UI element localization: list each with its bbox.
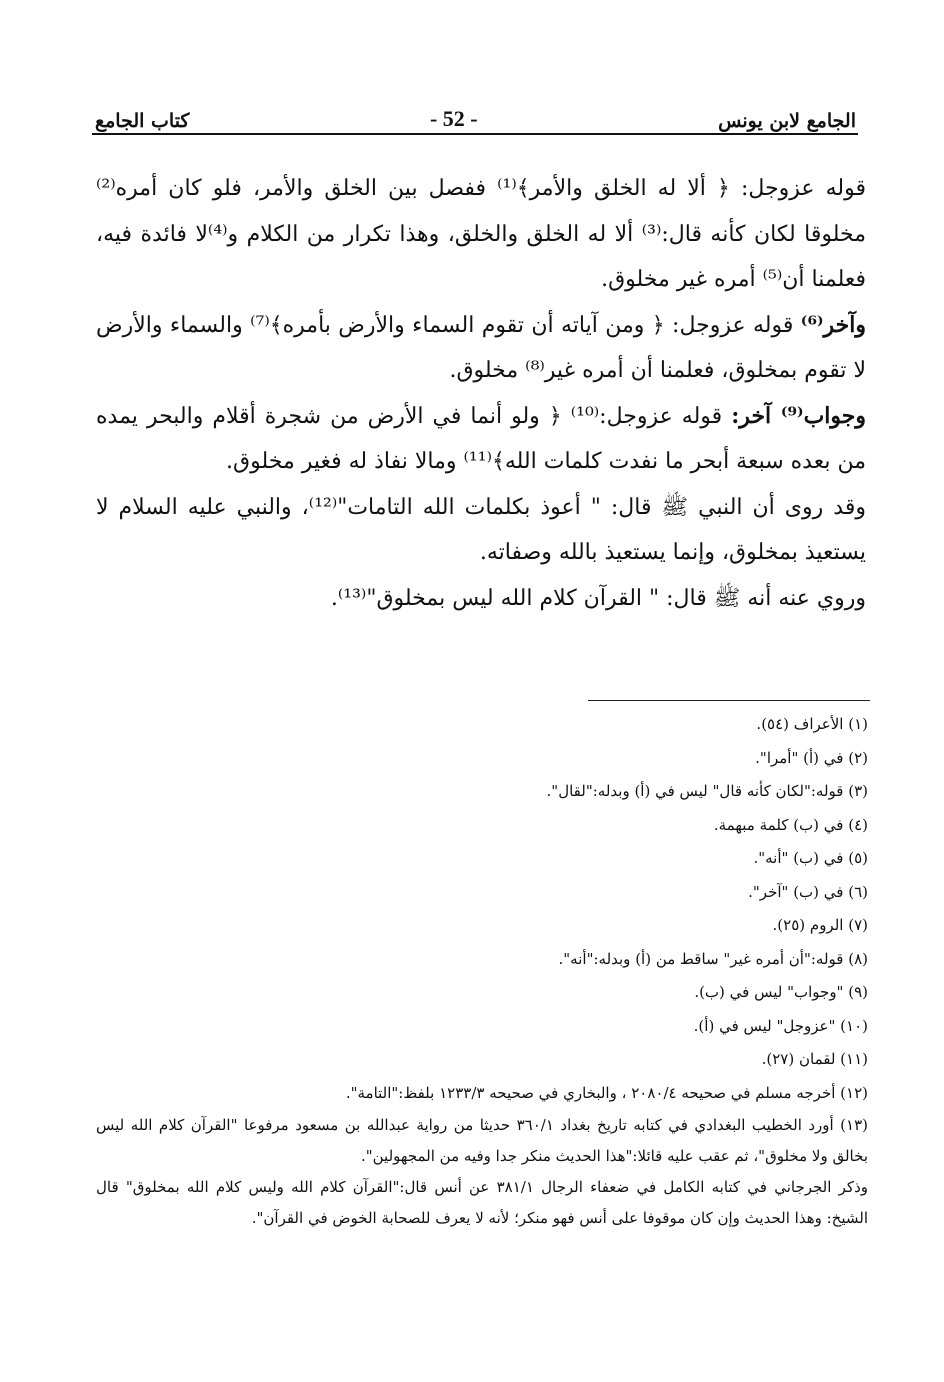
footnote-12: (١٢) أخرجه مسلم في صحيحه ٢٠٨٠/٤ ، والبخاري في صحيحه ١٢٣٣/٣ بلفظ:"التامة". (345, 1083, 868, 1102)
footnote-8: (٨) قوله:"أن أمره غير" ساقط من (أ) وبدله:"أنه". (558, 949, 868, 968)
footnote-13: (١٣) أورد الخطيب البغدادي في كتابه تاريخ بغداد ٣٦٠/١ حديثا من رواية عبدالله بن مسعود مرفوعا "القرآن كلام الله ليس بخالق ولا مخلوق"، ثم عقب عليه قائلا:"هذا الحديث منكر جدا وفيه من المجهولين". (96, 1116, 868, 1165)
footnote-3: (٣) قوله:"لكان كأنه قال" ليس في (أ) وبدله:"لقال". (546, 782, 868, 800)
footnote-separator (588, 700, 870, 701)
footnote-7: (٧) الروم (٢٥). (772, 916, 868, 934)
footnotes (96, 708, 868, 1234)
paragraph-2 (96, 303, 866, 394)
main-text (96, 166, 866, 621)
header-author-title: الجامع لابن يونس (718, 110, 856, 132)
page-number: - 52 - (429, 106, 478, 131)
paragraph-3-text: قوله عزوجل:⁽¹⁰⁾ ﴿ ولو أنما في الأرض من شجرة أقلام والبحر يمده من بعده سبعة أبحر ما نفدت كلمات الله﴾⁽¹¹⁾ ومالا نفاذ له فغير مخلوق. (96, 403, 866, 474)
header-rule (92, 133, 858, 135)
paragraph-2-lead: وآخر⁽⁶⁾ (800, 311, 866, 338)
footnote-13-continuation: وذكر الجرجاني في كتابه الكامل في ضعفاء الرجال ٣٨١/١ عن أنس قال:"القرآن كلام الله وليس كلام الله بمخلوق" قال الشيخ: وهذا الحديث وإن كان موقوفا على أنس فهو منكر؛ لأنه لا يعرف للصحابة الخوض في القرآن". (96, 1178, 868, 1227)
footnote-6: (٦) في (ب) "آخر". (748, 882, 868, 901)
footnote-4: (٤) في (ب) كلمة مبهمة. (713, 815, 868, 834)
footnote-10: (١٠) "عزوجل" ليس في (أ). (693, 1016, 868, 1035)
header-book-title: كتاب الجامع (95, 110, 190, 132)
footnote-11: (١١) لقمان (٢٧). (761, 1050, 868, 1068)
paragraph-4: وقد روى أن النبي ﷺ قال: " أعوذ بكلمات الله التامات"⁽¹²⁾، والنبي عليه السلام لا يستعيذ بمخلوق، وإنما يستعيذ بالله وصفاته. (96, 494, 866, 565)
footnote-5: (٥) في (ب) "أنه". (753, 849, 868, 867)
footnote-2: (٢) في (أ) "أمرا". (755, 748, 868, 767)
paragraph-1: قوله عزوجل: ﴿ ألا له الخلق والأمر﴾⁽¹⁾ ففصل بين الخلق والأمر، فلو كان أمره⁽²⁾ مخلوقا لكان كأنه قال:⁽³⁾ ألا له الخلق والخلق، وهذا تكرار من الكلام و⁽⁴⁾لا فائدة فيه، فعلمنا أن⁽⁵⁾ أمره غير مخلوق. (96, 176, 866, 292)
footnote-1: (١) الأعراف (٥٤). (756, 715, 868, 733)
paragraph-2-text: قوله عزوجل: ﴿ ومن آياته أن تقوم السماء والأرض بأمره﴾⁽⁷⁾ والسماء والأرض لا تقوم بمخلوق، فعلمنا أن أمره غير⁽⁸⁾ مخلوق. (96, 312, 866, 383)
paragraph-3 (96, 394, 866, 485)
footnote-9: (٩) "وجواب" ليس في (ب). (694, 983, 868, 1001)
page-header (95, 100, 856, 132)
paragraph-5: وروي عنه أنه ﷺ قال: " القرآن كلام الله ليس بمخلوق"⁽¹³⁾. (330, 585, 866, 611)
paragraph-3-lead: وجواب⁽⁹⁾ آخر: (731, 402, 867, 429)
